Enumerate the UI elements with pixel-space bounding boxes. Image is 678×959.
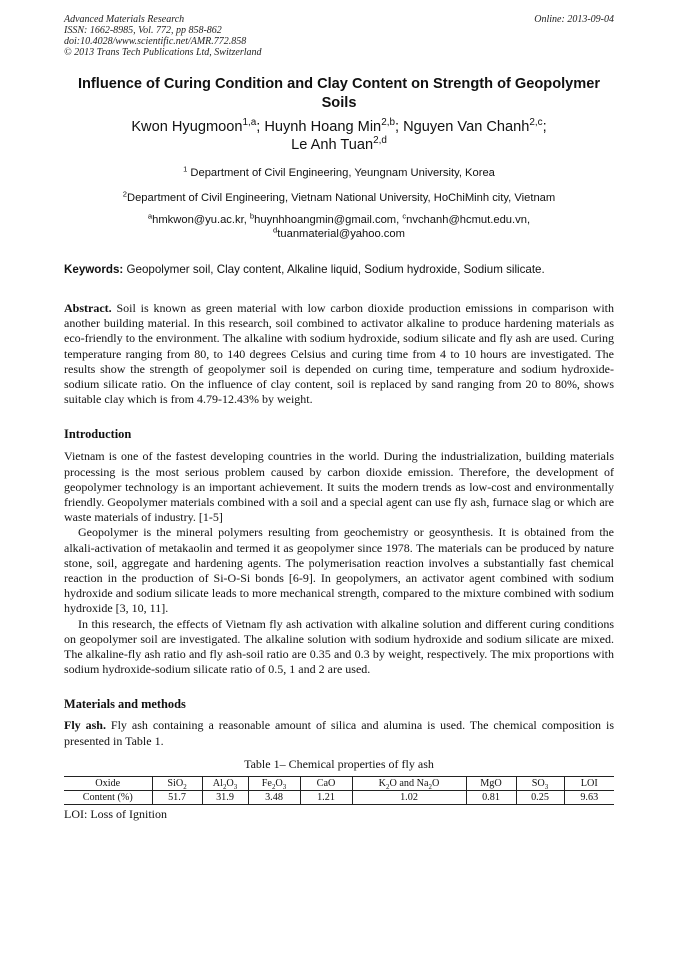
- table-caption: Table 1– Chemical properties of fly ash: [244, 756, 434, 771]
- abstract-label: Abstract.: [64, 301, 112, 315]
- section-heading-materials: Materials and methods: [64, 697, 186, 712]
- paragraph: Vietnam is one of the fastest developing countries in the world. During the industrialization, building materials processing is the most serious problem caused by carbon dioxide emission. Therefore, the development of geopolymer technology is an important achievement. It suits the modern trends as low-cost and environmentally friendly. Geopolymer materials combined with a soil and a special agent can use fly ash, furnace slag or which are waste materials of industry. [1-5]: [64, 449, 614, 525]
- table-cell: 1.02: [352, 790, 466, 804]
- table-header-cell: $Al_2O_3$: [202, 776, 248, 790]
- fly-ash-table: [64, 776, 614, 805]
- paper-title: Influence of Curing Condition and Clay Content on Strength of Geopolymer Soils: [77, 76, 601, 111]
- table-cell: 0.81: [466, 790, 516, 804]
- abstract: Abstract. Soil is known as green material with low carbon dioxide production emissions in comparison with another building material. In this research, soil combined to activator alkaline to produce hardening materials as eco-friendly to the environment. The alkaline with sodium hydroxide, sodium silicate and fly ash are used. Curing temperature ranging from 80, to 140 degrees Celsius and curing time from 4 to 10 hours are investigated. The results show the strength of geopolymer soil is depended on curing time, temperature and sodium hydroxide-sodium silicate ratio. On the influence of clay content, soil is replaced by sand ranging from 20 to 80%, shows suitable clay which is from 4.79-12.43% by weight.: [64, 301, 614, 407]
- table-row: [64, 790, 614, 804]
- doi: doi:10.4028/www.scientific.net/AMR.772.858: [64, 36, 247, 47]
- table-note: LOI: Loss of Ignition: [64, 806, 167, 821]
- table-cell: 51.7: [152, 790, 202, 804]
- table-cell: 31.9: [202, 790, 248, 804]
- paragraph-fly-ash: Fly ash. Fly ash containing a reasonable amount of silica and alumina is used. The chemical composition is presented in Table 1.: [64, 718, 614, 748]
- table-header-cell: Oxide: [64, 776, 152, 790]
- table-header-cell: $K_2O$ and $Na_2O$: [352, 776, 466, 790]
- author-list: [64, 118, 614, 154]
- email[interactable]: $^a$hmkwon@yu.ac.kr,: [147, 211, 250, 226]
- keywords-text: Geopolymer soil, Clay content, Alkaline liquid, Sodium hydroxide, Sodium silicate.: [123, 263, 545, 276]
- author-emails: [64, 213, 614, 241]
- copyright: © 2013 Trans Tech Publications Ltd, Switzerland: [64, 47, 262, 58]
- journal-header: [64, 14, 614, 58]
- table-header-cell: LOI: [564, 776, 614, 790]
- keywords-label: Keywords:: [64, 263, 124, 276]
- table-cell: 0.25: [516, 790, 564, 804]
- author: Nguyen Van Chanh$^{2,c}$;: [403, 117, 547, 135]
- affiliation: $^1$ Department of Civil Engineering, Yeungnam University, Korea: [183, 164, 495, 179]
- table-header-cell: SiO$_2$: [152, 776, 202, 790]
- table-row-label: Content (%): [64, 790, 152, 804]
- keywords: [64, 263, 614, 276]
- table-header-cell: CaO: [300, 776, 352, 790]
- table-header-cell: $SO_3$: [516, 776, 564, 790]
- online-date: Online: 2013-09-04: [534, 14, 614, 25]
- author: Le Anh Tuan$^{2,d}$: [291, 135, 387, 153]
- table-cell: 1.21: [300, 790, 352, 804]
- table-header-cell: $Fe_2O_3$: [248, 776, 300, 790]
- affiliation: $^2$Department of Civil Engineering, Vietnam National University, HoChiMinh city, Vietnam: [122, 189, 556, 204]
- email[interactable]: $^d$tuanmaterial@yahoo.com: [273, 225, 405, 240]
- paper-page: [64, 14, 614, 822]
- table-cell: 3.48: [248, 790, 300, 804]
- author: Huynh Hoang Min$^{2,b}$;: [264, 117, 404, 135]
- author: Kwon Hyugmoon$^{1,a}$;: [131, 117, 265, 135]
- table-header-row: [64, 776, 614, 790]
- paragraph: Geopolymer is the mineral polymers resulting from geochemistry or geosynthesis. It is obtained from the alkali-activation of metakaolin and termed it as geopolymer since 1978. The materials can be produced by nature stone, soil, aggregate and hardening agents. The polymerisation reaction involves a substantially fast chemical reaction in the production of Si-O-Si bonds [6-9]. In geopolymers, an activator agent combined with sodium hydroxide and sodium silicate leads to more mechanical strength, compared to the mixture combined with sodium hydroxide [3, 10, 11].: [64, 525, 614, 616]
- paragraph: In this research, the effects of Vietnam fly ash activation with alkaline solution and different curing conditions on geopolymer soil are investigated. The alkaline solution with sodium hydroxide and sodium silicate are mixed. The alkaline-fly ash ratio and fly ash-soil ratio are 0.35 and 0.3 by weight, respectively. The mix proportions with sodium hydroxide-sodium silicate ratio of 0.5, 1 and 2 are used.: [64, 616, 614, 677]
- table-header-cell: MgO: [466, 776, 516, 790]
- email[interactable]: $^b$huynhhoangmin@gmail.com,: [249, 211, 403, 226]
- issn: ISSN: 1662-8985, Vol. 772, pp 858-862: [64, 25, 222, 36]
- section-heading-introduction: Introduction: [64, 427, 132, 442]
- email[interactable]: $^c$nvchanh@hcmut.edu.vn,: [402, 211, 531, 226]
- fly-ash-label: Fly ash.: [64, 718, 106, 733]
- table-cell: 9.63: [564, 790, 614, 804]
- journal-name: Advanced Materials Research: [64, 14, 185, 25]
